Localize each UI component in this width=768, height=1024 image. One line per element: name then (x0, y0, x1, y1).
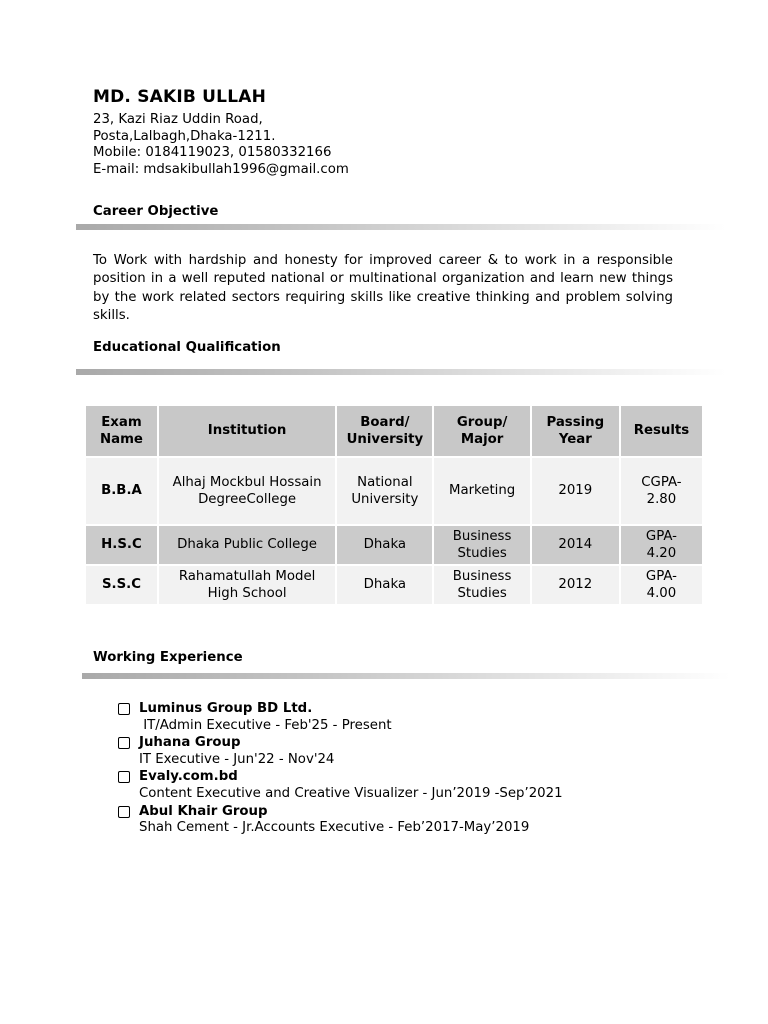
job-company: Evaly.com.bd (139, 769, 238, 785)
cell-board: National University (337, 458, 432, 524)
cell-year: 2019 (532, 458, 619, 524)
result-text: CGPA-2.80 (641, 474, 682, 507)
education-table-header-row (86, 406, 702, 456)
list-item (118, 769, 563, 802)
career-objective-heading: Career Objective (93, 204, 219, 219)
cell-year: 2012 (532, 566, 619, 604)
working-experience-heading: Working Experience (93, 650, 243, 665)
group-text: Business Studies (452, 568, 512, 601)
cell-group (434, 526, 529, 564)
cell-result (621, 526, 702, 564)
list-item (118, 804, 563, 837)
address-line-2: Posta,Lalbagh,Dhaka-1211. (93, 128, 276, 144)
cell-board: Dhaka (337, 526, 432, 564)
group-text: Business Studies (452, 528, 512, 561)
list-item (118, 735, 563, 768)
col-header-institution: Institution (159, 406, 335, 456)
table-row (86, 526, 702, 564)
cell-institution (159, 566, 335, 604)
result-text: GPA-4.20 (645, 528, 677, 561)
applicant-name: MD. SAKIB ULLAH (93, 87, 267, 107)
job-company: Abul Khair Group (139, 803, 268, 819)
education-heading: Educational Qualification (93, 340, 281, 355)
col-header-passing-year: Passing Year (532, 406, 619, 456)
checkbox-bullet-icon (118, 703, 130, 715)
cell-institution: Alhaj Mockbul Hossain DegreeCollege (159, 458, 335, 524)
job-role: Content Executive and Creative Visualizer - Jun’2019 -Sep’2021 (139, 785, 563, 801)
table-row (86, 458, 702, 524)
cell-exam: H.S.C (86, 526, 157, 564)
list-item (118, 701, 563, 734)
cell-exam: B.B.A (86, 458, 157, 524)
job-company: Juhana Group (139, 735, 241, 751)
col-header-group-major: Group/ Major (434, 406, 529, 456)
result-text: GPA-4.00 (645, 568, 677, 601)
col-header-results: Results (621, 406, 702, 456)
institution-text: Rahamatullah Model High School (178, 568, 316, 601)
checkbox-bullet-icon (118, 771, 130, 783)
col-header-board-university: Board/ University (337, 406, 432, 456)
job-role: Shah Cement - Jr.Accounts Executive - Feb’2017-May’2019 (139, 820, 530, 836)
experience-list (118, 701, 563, 838)
job-role: IT Executive - Jun'22 - Nov'24 (139, 751, 335, 767)
table-row (86, 566, 702, 604)
cell-result (621, 458, 702, 524)
checkbox-bullet-icon (118, 806, 130, 818)
career-objective-divider (76, 224, 726, 230)
job-role: IT/Admin Executive - Feb'25 - Present (139, 717, 392, 733)
working-experience-divider (82, 673, 730, 679)
career-objective-text: To Work with hardship and honesty for improved career & to work in a responsible position in a well reputed national or multinational organization and learn new things by the work related sectors requiring skills like creative thinking and problem solving skills. (93, 253, 673, 323)
contact-block (93, 112, 349, 178)
cell-board: Dhaka (337, 566, 432, 604)
col-header-exam-name: Exam Name (86, 406, 157, 456)
cell-institution: Dhaka Public College (159, 526, 335, 564)
email-address: E-mail: mdsakibullah1996@gmail.com (93, 161, 349, 177)
cell-group: Marketing (434, 458, 529, 524)
cell-exam: S.S.C (86, 566, 157, 604)
education-table (84, 404, 704, 606)
address-line-1: 23, Kazi Riaz Uddin Road, (93, 112, 263, 127)
checkbox-bullet-icon (118, 737, 130, 749)
cell-result (621, 566, 702, 604)
job-company: Luminus Group BD Ltd. (139, 701, 313, 716)
education-divider (76, 369, 726, 375)
mobile-numbers: Mobile: 0184119023, 01580332166 (93, 145, 332, 160)
cell-group (434, 566, 529, 604)
cell-year: 2014 (532, 526, 619, 564)
